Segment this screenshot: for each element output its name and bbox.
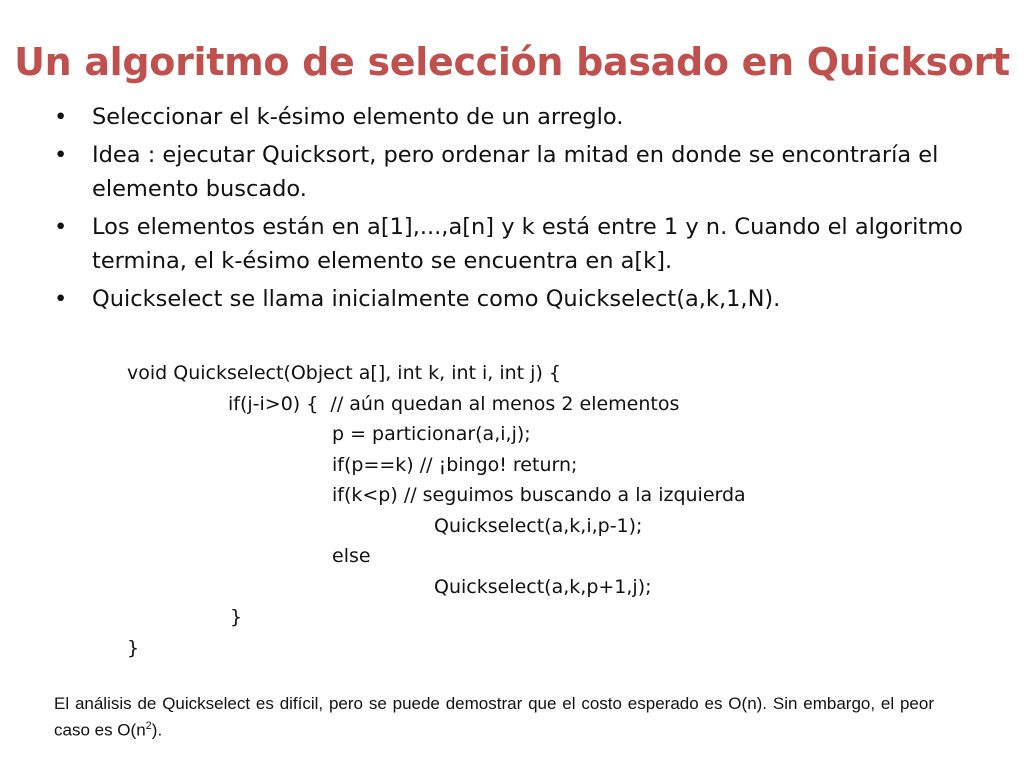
- bullet-text: Idea : ejecutar Quicksort, pero ordenar la mitad en donde se encontraría el elemento buscado.: [92, 142, 939, 202]
- code-line: }: [127, 636, 140, 659]
- code-line: if(j-i>0) { // aún quedan al menos 2 elementos: [228, 392, 680, 415]
- code-line: }: [230, 606, 243, 628]
- footer-suffix: ).: [151, 720, 163, 740]
- bullet-item: [52, 282, 982, 316]
- footer-text: El análisis de Quickselect es difícil, pero se puede demostrar que el costo esperado es O(n). Sin embargo, el peor caso es O(n: [54, 694, 934, 740]
- code-line: p = particionar(a,i,j);: [332, 423, 531, 445]
- bullet-item: [52, 210, 982, 278]
- bullet-list: [52, 100, 982, 320]
- code-line: void Quickselect(Object a[], int k, int i, int j) {: [127, 362, 561, 384]
- footer-note: [54, 692, 934, 742]
- code-line: Quickselect(a,k,i,p-1);: [434, 514, 643, 537]
- bullet-icon: •: [54, 286, 68, 312]
- bullet-text: Los elementos están en a[1],...,a[n] y k está entre 1 y n. Cuando el algoritmo termina, el k-ésimo elemento se encuentra en a[k].: [92, 214, 963, 274]
- bullet-item: [52, 138, 982, 206]
- bullet-text: Quickselect se llama inicialmente como Quickselect(a,k,1,N).: [92, 286, 781, 312]
- code-line: Quickselect(a,k,p+1,j);: [434, 575, 652, 598]
- code-line: if(p==k) // ¡bingo! return;: [332, 453, 578, 476]
- footer-superscript: 2: [145, 720, 152, 732]
- bullet-text: Seleccionar el k-ésimo elemento de un arreglo.: [92, 104, 624, 130]
- bullet-icon: •: [54, 104, 68, 130]
- code-line: if(k<p) // seguimos buscando a la izquierda: [332, 484, 746, 506]
- code-line: else: [332, 545, 371, 567]
- bullet-icon: •: [54, 214, 68, 240]
- slide-title: Un algoritmo de selección basado en Quicksort: [14, 40, 1010, 84]
- bullet-item: [52, 100, 982, 134]
- bullet-icon: •: [54, 142, 68, 168]
